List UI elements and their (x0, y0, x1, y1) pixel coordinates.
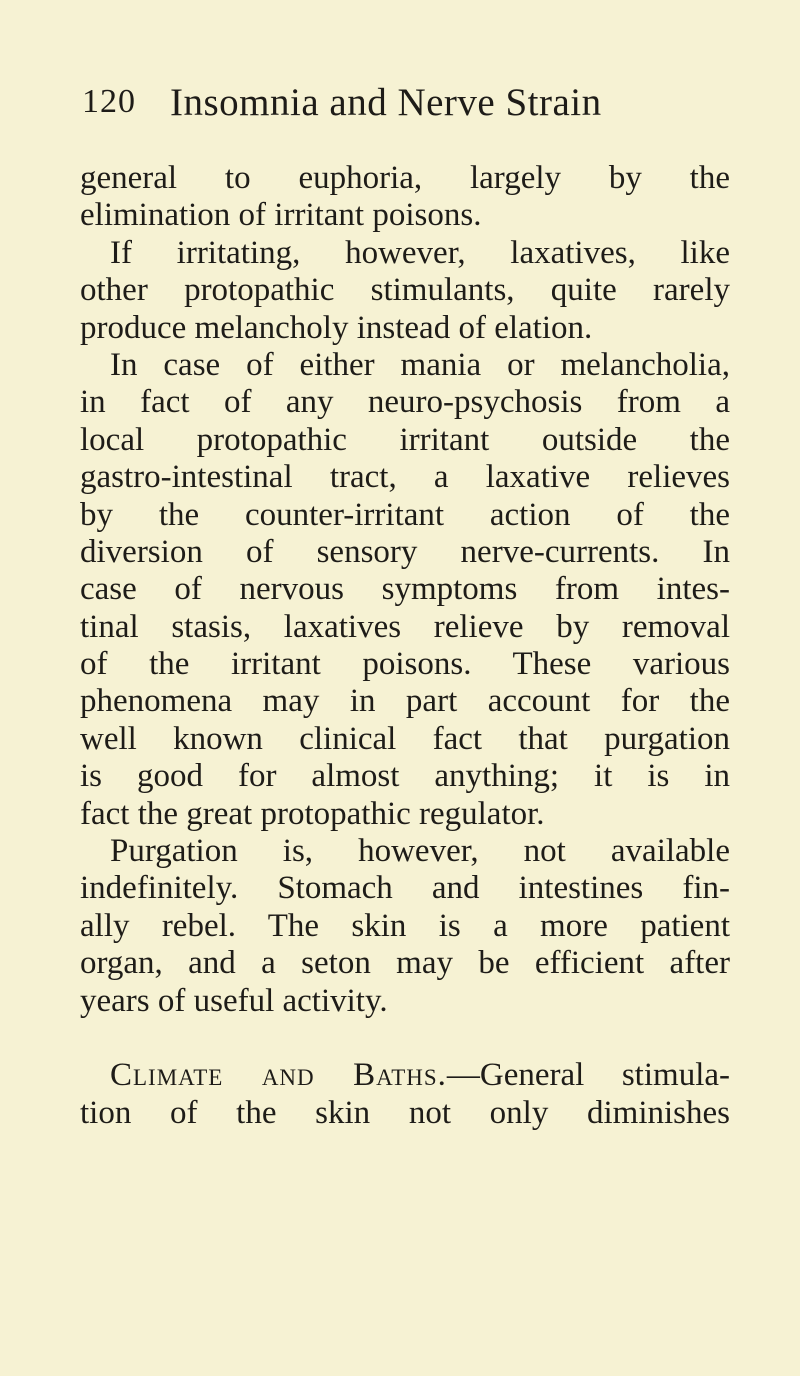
text-line: diversion of sensory nerve-currents. In (80, 533, 730, 570)
text-line: in fact of any neuro-psychosis from a (80, 384, 730, 421)
text-line: produce melancholy instead of elation. (80, 309, 593, 346)
paragraph-gap (80, 1020, 730, 1057)
text-line: well known clinical fact that purgation (80, 720, 730, 757)
running-head (0, 80, 800, 130)
text-line: years of useful activity. (80, 982, 388, 1019)
running-title: Insomnia and Nerve Strain (170, 81, 602, 124)
text-line: general to euphoria, largely by the (80, 160, 730, 196)
text-line: gastro-intestinal tract, a laxative relieves (80, 459, 730, 496)
text-line: If irritating, however, laxatives, like (110, 234, 730, 271)
section-heading: Climate and Baths. (110, 1057, 447, 1094)
page-number: 120 (82, 83, 136, 120)
body-text (80, 160, 730, 1132)
section-first-line-rest: —General stimula- (446, 1057, 730, 1094)
text-line: elimination of irritant poisons. (80, 197, 482, 234)
text-line: organ, and a seton may be efficient after (80, 945, 730, 982)
text-line: other protopathic stimulants, quite rarely (80, 272, 730, 309)
text-line: case of nervous symptoms from intes- (80, 571, 730, 608)
text-line: tion of the skin not only diminishes (80, 1094, 730, 1131)
text-line: fact the great protopathic regulator. (80, 795, 545, 832)
section-first-line (80, 1057, 730, 1094)
text-line: ally rebel. The skin is a more patient (80, 907, 730, 944)
text-line: tinal stasis, laxatives relieve by removal (80, 608, 730, 645)
text-line: phenomena may in part account for the (80, 683, 730, 720)
text-line: indefinitely. Stomach and intestines fin- (80, 870, 730, 907)
text-line: of the irritant poisons. These various (80, 646, 730, 683)
text-line: by the counter-irritant action of the (80, 496, 730, 533)
text-line: local protopathic irritant outside the (80, 421, 730, 458)
text-line: Purgation is, however, not available (110, 833, 730, 870)
text-line: In case of either mania or melancholia, (110, 346, 730, 383)
text-line: is good for almost anything; it is in (80, 758, 730, 795)
